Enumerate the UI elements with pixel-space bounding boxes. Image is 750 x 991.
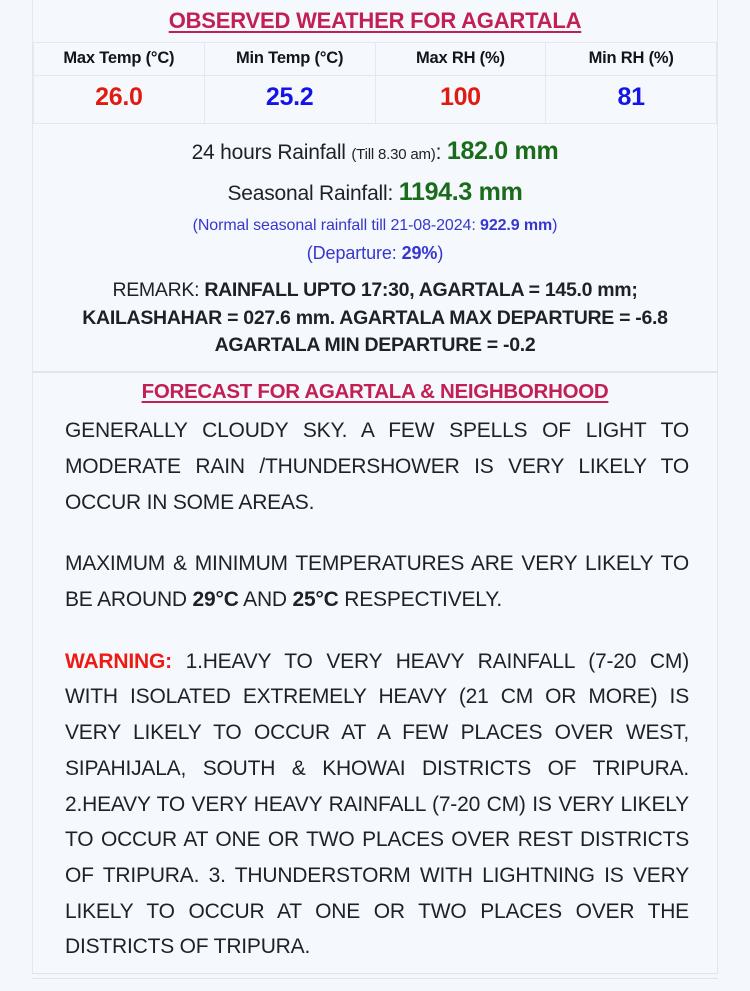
departure-note — [43, 243, 707, 264]
column-header-min-temp: Min Temp (°C) — [204, 43, 375, 76]
temperature-suffix: RESPECTIVELY. — [338, 588, 502, 612]
seasonal-rainfall-line — [43, 175, 707, 211]
table-row — [34, 76, 717, 124]
seasonal-rainfall-value: 1194.3 mm — [398, 177, 523, 206]
daily-rainfall-line — [43, 134, 707, 170]
value-max-rh: 100 — [375, 76, 546, 124]
temperature-max-value: 29°C — [192, 588, 239, 612]
remark-text: RAINFALL UPTO 17:30, AGARTALA = 145.0 mm; KAILASHAHAR = 027.6 mm. AGARTALA MAX DEPARTURE = -6.8 AGARTALA MIN DEPARTURE = -0.2 — [82, 278, 668, 357]
table-header-row — [34, 43, 717, 76]
forecast-warning-paragraph — [65, 644, 689, 965]
value-max-temp: 26.0 — [34, 76, 205, 124]
seasonal-rainfall-label: Seasonal Rainfall: — [227, 181, 399, 205]
daily-rainfall-qualifier: (Till 8.30 am) — [351, 146, 436, 164]
column-header-max-rh: Max RH (%) — [375, 43, 546, 76]
column-header-min-rh: Min RH (%) — [546, 43, 717, 76]
forecast-body — [33, 413, 717, 965]
card-bottom-divider — [32, 978, 718, 990]
bulletin-card — [32, 0, 718, 974]
rainfall-block — [33, 124, 717, 276]
temperature-joiner: AND — [238, 588, 293, 612]
remark-label: REMARK: — [112, 278, 205, 301]
remark-block — [33, 277, 717, 372]
value-min-rh: 81 — [546, 76, 717, 124]
departure-value: 29% — [401, 242, 438, 263]
departure-prefix: (Departure: — [306, 242, 402, 263]
column-header-max-temp: Max Temp (°C) — [34, 43, 205, 76]
temperature-min-value: 25°C — [292, 588, 339, 612]
daily-rainfall-label: 24 hours Rainfall — [191, 141, 352, 165]
forecast-sky-paragraph: GENERALLY CLOUDY SKY. A FEW SPELLS OF LIGHT TO MODERATE RAIN /THUNDERSHOWER IS VERY LIKELY TO OCCUR IN SOME AREAS. — [65, 419, 689, 514]
observed-weather-section — [33, 0, 717, 372]
warning-label: WARNING: — [65, 649, 172, 673]
warning-text: 1.HEAVY TO VERY HEAVY RAINFALL (7-20 CM) WITH ISOLATED EXTREMELY HEAVY (21 CM OR MORE) IS VERY LIKELY TO OCCUR AT A FEW PLACES OVER WEST, SIPAHIJALA, SOUTH & KHOWAI DISTRICTS OF TRIPURA. 2.HEAVY TO VERY HEAVY RAINFALL (7-20 CM) IS VERY LIKELY TO OCCUR AT ONE OR TWO PLACES OVER REST DISTRICTS OF TRIPURA. 3. THUNDERSTORM WITH LIGHTNING IS VERY LIKELY TO OCCUR AT ONE OR TWO PLACES OVER THE DISTRICTS OF TRIPURA. — [65, 649, 689, 959]
value-min-temp: 25.2 — [204, 76, 375, 124]
normal-rainfall-prefix: (Normal seasonal rainfall till 21-08-2024: — [192, 217, 481, 235]
departure-suffix: ) — [437, 242, 444, 263]
daily-rainfall-separator: : — [435, 141, 447, 165]
normal-rainfall-value: 922.9 mm — [480, 217, 553, 235]
normal-rainfall-suffix: ) — [552, 217, 558, 235]
daily-rainfall-value: 182.0 mm — [446, 137, 559, 166]
observed-weather-table — [33, 42, 717, 124]
observed-weather-title: OBSERVED WEATHER FOR AGARTALA — [168, 8, 582, 33]
forecast-title: FORECAST FOR AGARTALA & NEIGHBORHOOD — [141, 380, 609, 404]
normal-seasonal-rainfall-note — [43, 215, 707, 237]
temperature-prefix: MAXIMUM & MINIMUM TEMPERATURES ARE VERY LIKELY TO BE AROUND — [65, 552, 689, 612]
forecast-temperature-paragraph — [65, 546, 689, 617]
forecast-section — [33, 372, 717, 974]
